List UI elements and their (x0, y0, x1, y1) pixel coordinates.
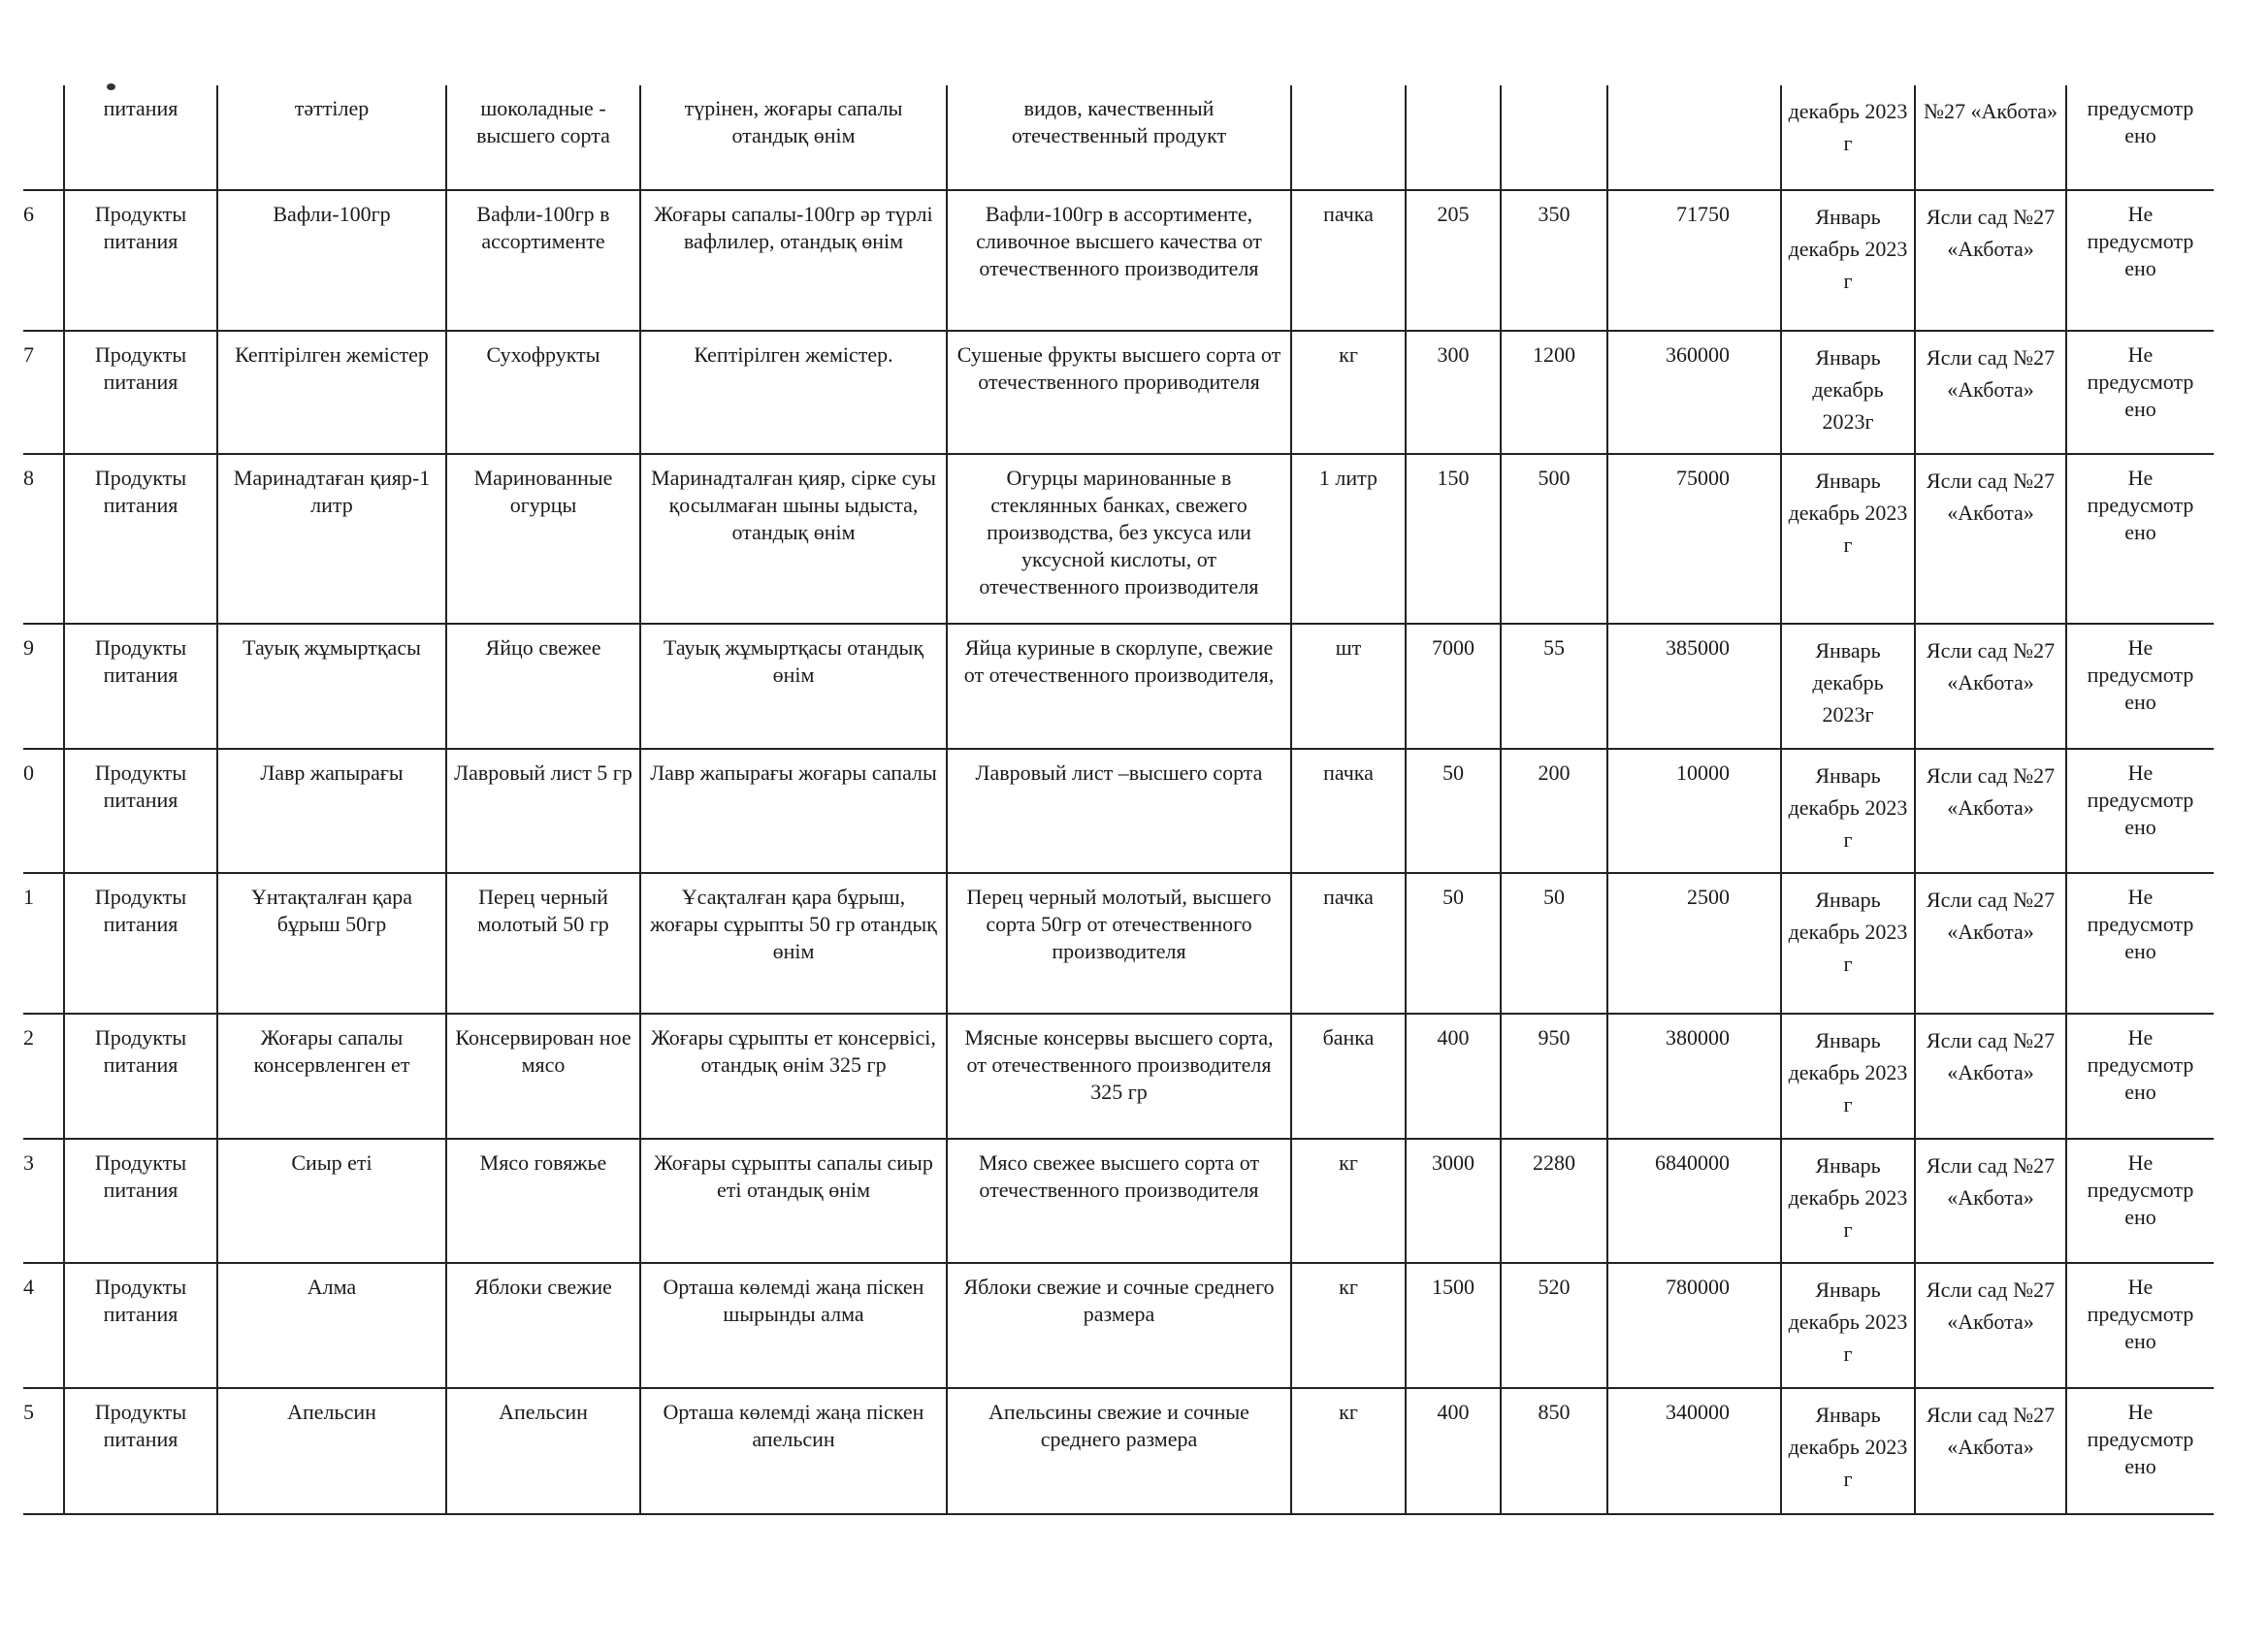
name-kz-cell: Апельсин (217, 1388, 446, 1514)
price-cell: 55 (1501, 624, 1607, 749)
category-cell: Продукты питания (64, 624, 217, 749)
delivery-period-cell: Январь декабрь 2023 г (1781, 1263, 1915, 1388)
category-cell: Продукты питания (64, 1388, 217, 1514)
advance-payment-cell: Не предусмотр ено (2066, 190, 2214, 331)
category-cell: Продукты питания (64, 749, 217, 873)
table-row (23, 190, 2214, 331)
delivery-period-cell: Январь декабрь 2023 г (1781, 190, 1915, 331)
name-ru-cell: Перец черный молотый 50 гр (446, 873, 640, 1014)
total-cell (1607, 85, 1781, 190)
name-ru-cell: Апельсин (446, 1388, 640, 1514)
quantity-cell: 300 (1406, 331, 1501, 454)
total-cell: 360000 (1607, 331, 1781, 454)
unit-cell: пачка (1291, 749, 1406, 873)
unit-cell: пачка (1291, 190, 1406, 331)
delivery-period-cell: Январь декабрь 2023 г (1781, 749, 1915, 873)
delivery-place-cell: Ясли сад №27 «Акбота» (1915, 1388, 2066, 1514)
name-ru-cell: шоколадные - высшего сорта (446, 85, 640, 190)
delivery-period-cell: Январь декабрь 2023 г (1781, 454, 1915, 624)
description-kz-cell: Тауық жұмыртқасы отандық өнім (640, 624, 947, 749)
delivery-period-cell: Январь декабрь 2023 г (1781, 1139, 1915, 1263)
advance-payment-cell: предусмотр ено (2066, 85, 2214, 190)
total-cell: 6840000 (1607, 1139, 1781, 1263)
advance-payment-cell: Не предусмотр ено (2066, 1388, 2214, 1514)
total-cell: 75000 (1607, 454, 1781, 624)
unit-cell (1291, 85, 1406, 190)
description-ru-cell: Мясо свежее высшего сорта от отечественного производителя (947, 1139, 1291, 1263)
description-ru-cell: Апельсины свежие и сочные среднего размера (947, 1388, 1291, 1514)
unit-cell: кг (1291, 1263, 1406, 1388)
quantity-cell: 3000 (1406, 1139, 1501, 1263)
delivery-place-cell: Ясли сад №27 «Акбота» (1915, 454, 2066, 624)
delivery-period-cell: Январь декабрь 2023 г (1781, 1014, 1915, 1139)
quantity-cell: 400 (1406, 1014, 1501, 1139)
delivery-place-cell: Ясли сад №27 «Акбота» (1915, 1139, 2066, 1263)
name-ru-cell: Сухофрукты (446, 331, 640, 454)
advance-payment-cell: Не предусмотр ено (2066, 1139, 2214, 1263)
row-number: 4 (23, 1263, 64, 1388)
total-cell: 340000 (1607, 1388, 1781, 1514)
quantity-cell: 50 (1406, 749, 1501, 873)
table-row (23, 749, 2214, 873)
total-cell: 2500 (1607, 873, 1781, 1014)
advance-payment-cell: Не предусмотр ено (2066, 749, 2214, 873)
delivery-period-cell: декабрь 2023 г (1781, 85, 1915, 190)
delivery-place-cell: Ясли сад №27 «Акбота» (1915, 873, 2066, 1014)
description-ru-cell: Яйца куриные в скорлупе, свежие от отечественного производителя, (947, 624, 1291, 749)
category-cell: Продукты питания (64, 1263, 217, 1388)
price-cell: 520 (1501, 1263, 1607, 1388)
table-row (23, 1014, 2214, 1139)
price-cell: 200 (1501, 749, 1607, 873)
description-ru-cell: Перец черный молотый, высшего сорта 50гр от отечественного производителя (947, 873, 1291, 1014)
name-kz-cell: Вафли-100гр (217, 190, 446, 331)
description-kz-cell: Ұсақталған қара бұрыш, жоғары сұрыпты 50 гр отандық өнім (640, 873, 947, 1014)
price-cell: 50 (1501, 873, 1607, 1014)
total-cell: 71750 (1607, 190, 1781, 331)
name-kz-cell: тәттілер (217, 85, 446, 190)
delivery-period-cell: Январь декабрь 2023 г (1781, 873, 1915, 1014)
name-kz-cell: Сиыр еті (217, 1139, 446, 1263)
name-kz-cell: Кептірілген жемістер (217, 331, 446, 454)
advance-payment-cell: Не предусмотр ено (2066, 1263, 2214, 1388)
delivery-place-cell: Ясли сад №27 «Акбота» (1915, 749, 2066, 873)
table-row (23, 85, 2214, 190)
quantity-cell: 50 (1406, 873, 1501, 1014)
price-cell: 350 (1501, 190, 1607, 331)
name-kz-cell: Жоғары сапалы консервленген ет (217, 1014, 446, 1139)
delivery-period-cell: Январь декабрь 2023г (1781, 624, 1915, 749)
delivery-place-cell: Ясли сад №27 «Акбота» (1915, 331, 2066, 454)
name-kz-cell: Маринадтаған қияр-1 литр (217, 454, 446, 624)
description-ru-cell: Яблоки свежие и сочные среднего размера (947, 1263, 1291, 1388)
description-kz-cell: Маринадталған қияр, сірке суы қосылмаған шыны ыдыста, отандық өнім (640, 454, 947, 624)
description-ru-cell: Огурцы маринованные в стеклянных банках, свежего производства, без уксуса или уксусной кислоты, от отечественного производителя (947, 454, 1291, 624)
description-kz-cell: Орташа көлемді жаңа піскен шырынды алма (640, 1263, 947, 1388)
category-cell: Продукты питания (64, 454, 217, 624)
unit-cell: пачка (1291, 873, 1406, 1014)
delivery-place-cell: №27 «Акбота» (1915, 85, 2066, 190)
advance-payment-cell: Не предусмотр ено (2066, 873, 2214, 1014)
advance-payment-cell: Не предусмотр ено (2066, 331, 2214, 454)
category-cell: Продукты питания (64, 1014, 217, 1139)
advance-payment-cell: Не предусмотр ено (2066, 454, 2214, 624)
category-cell: Продукты питания (64, 190, 217, 331)
row-number: 0 (23, 749, 64, 873)
name-ru-cell: Маринованные огурцы (446, 454, 640, 624)
name-ru-cell: Консервирован ное мясо (446, 1014, 640, 1139)
total-cell: 780000 (1607, 1263, 1781, 1388)
description-kz-cell: Кептірілген жемістер. (640, 331, 947, 454)
description-kz-cell: Жоғары сұрыпты ет консервісі, отандық өнім 325 гр (640, 1014, 947, 1139)
price-cell: 2280 (1501, 1139, 1607, 1263)
price-cell: 850 (1501, 1388, 1607, 1514)
total-cell: 385000 (1607, 624, 1781, 749)
name-ru-cell: Вафли-100гр в ассортименте (446, 190, 640, 331)
table-body (23, 85, 2214, 1514)
quantity-cell: 150 (1406, 454, 1501, 624)
description-ru-cell: Лавровый лист –высшего сорта (947, 749, 1291, 873)
name-kz-cell: Тауық жұмыртқасы (217, 624, 446, 749)
row-number: 5 (23, 1388, 64, 1514)
unit-cell: кг (1291, 331, 1406, 454)
total-cell: 10000 (1607, 749, 1781, 873)
price-cell (1501, 85, 1607, 190)
row-number: 1 (23, 873, 64, 1014)
delivery-place-cell: Ясли сад №27 «Акбота» (1915, 190, 2066, 331)
price-cell: 1200 (1501, 331, 1607, 454)
delivery-period-cell: Январь декабрь 2023 г (1781, 1388, 1915, 1514)
table-row (23, 1388, 2214, 1514)
unit-cell: банка (1291, 1014, 1406, 1139)
quantity-cell: 7000 (1406, 624, 1501, 749)
table-row (23, 1139, 2214, 1263)
delivery-period-cell: Январь декабрь 2023г (1781, 331, 1915, 454)
row-number: 3 (23, 1139, 64, 1263)
delivery-place-cell: Ясли сад №27 «Акбота» (1915, 1014, 2066, 1139)
name-kz-cell: Лавр жапырағы (217, 749, 446, 873)
description-ru-cell: Мясные консервы высшего сорта, от отечественного производителя 325 гр (947, 1014, 1291, 1139)
document-page (23, 85, 2214, 1515)
row-number: 2 (23, 1014, 64, 1139)
delivery-place-cell: Ясли сад №27 «Акбота» (1915, 624, 2066, 749)
unit-cell: 1 литр (1291, 454, 1406, 624)
name-kz-cell: Ұнтақталған қара бұрыш 50гр (217, 873, 446, 1014)
name-ru-cell: Мясо говяжье (446, 1139, 640, 1263)
category-cell: питания (64, 85, 217, 190)
price-cell: 500 (1501, 454, 1607, 624)
row-number: 8 (23, 454, 64, 624)
description-kz-cell: Жоғары сапалы-100гр әр түрлі вафлилер, отандық өнім (640, 190, 947, 331)
unit-cell: кг (1291, 1388, 1406, 1514)
procurement-table (23, 85, 2214, 1515)
description-ru-cell: Вафли-100гр в ассортименте, сливочное высшего качества от отечественного производителя (947, 190, 1291, 331)
quantity-cell: 400 (1406, 1388, 1501, 1514)
category-cell: Продукты питания (64, 331, 217, 454)
unit-cell: шт (1291, 624, 1406, 749)
name-ru-cell: Яблоки свежие (446, 1263, 640, 1388)
description-kz-cell: Лавр жапырағы жоғары сапалы (640, 749, 947, 873)
description-kz-cell: Орташа көлемді жаңа піскен апельсин (640, 1388, 947, 1514)
row-number: 6 (23, 190, 64, 331)
description-kz-cell: Жоғары сұрыпты сапалы сиыр еті отандық өнім (640, 1139, 947, 1263)
category-cell: Продукты питания (64, 873, 217, 1014)
total-cell: 380000 (1607, 1014, 1781, 1139)
name-ru-cell: Яйцо свежее (446, 624, 640, 749)
description-ru-cell: видов, качественный отечественный продукт (947, 85, 1291, 190)
row-number: 7 (23, 331, 64, 454)
delivery-place-cell: Ясли сад №27 «Акбота» (1915, 1263, 2066, 1388)
quantity-cell (1406, 85, 1501, 190)
table-row (23, 873, 2214, 1014)
table-row (23, 454, 2214, 624)
row-number: 9 (23, 624, 64, 749)
quantity-cell: 1500 (1406, 1263, 1501, 1388)
table-row (23, 331, 2214, 454)
price-cell: 950 (1501, 1014, 1607, 1139)
description-kz-cell: түрінен, жоғары сапалы отандық өнім (640, 85, 947, 190)
advance-payment-cell: Не предусмотр ено (2066, 1014, 2214, 1139)
advance-payment-cell: Не предусмотр ено (2066, 624, 2214, 749)
name-ru-cell: Лавровый лист 5 гр (446, 749, 640, 873)
description-ru-cell: Сушеные фрукты высшего сорта от отечественного прориводителя (947, 331, 1291, 454)
table-row (23, 1263, 2214, 1388)
table-row (23, 624, 2214, 749)
quantity-cell: 205 (1406, 190, 1501, 331)
category-cell: Продукты питания (64, 1139, 217, 1263)
row-number (23, 85, 64, 190)
name-kz-cell: Алма (217, 1263, 446, 1388)
unit-cell: кг (1291, 1139, 1406, 1263)
